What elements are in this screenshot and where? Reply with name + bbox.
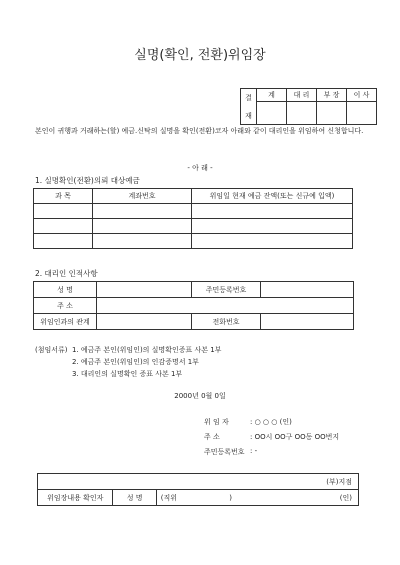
agent-relation-field[interactable] — [97, 314, 192, 330]
page-title: 실명(확인, 전환)위임장 — [134, 48, 266, 63]
deposit-header-account-type: 과 목 — [34, 189, 93, 204]
agent-name-label: 성 명 — [34, 282, 97, 298]
approval-table — [240, 88, 377, 125]
deposit-cell[interactable] — [93, 219, 192, 234]
section2-title: 2. 대리인 인적사항 — [35, 269, 98, 278]
agent-phone-field[interactable] — [261, 314, 354, 330]
section1-title: 1. 실명확인(전환)의뢰 대상예금 — [35, 176, 140, 185]
confirmer-seal: (인) — [271, 490, 358, 506]
approval-header-4: 이 사 — [347, 89, 377, 102]
deposit-cell[interactable] — [192, 234, 353, 249]
approval-header-1: 계 — [257, 89, 287, 102]
agent-phone-label: 전화번호 — [192, 314, 261, 330]
intro-text: 본인이 귀행과 거래하는(할) 예금.신탁의 실명을 확인(전환)코자 아래와 같이 대리인을 위임하여 신청합니다. — [35, 127, 364, 135]
deposit-cell[interactable] — [93, 204, 192, 219]
position-close: ) — [229, 493, 232, 502]
attachment-item-3: 3. 대리인의 실명확인 증표 사본 1부 — [72, 370, 183, 378]
approval-side-1: 결 — [245, 93, 252, 102]
approval-header-2: 대 리 — [287, 89, 317, 102]
approval-side-label — [241, 89, 257, 125]
approval-sign-1[interactable] — [257, 102, 287, 125]
confirmer-label: 위임장내용 확인자 — [38, 490, 113, 506]
deposit-table — [33, 188, 353, 249]
table-row — [34, 219, 353, 234]
delegator-address-label: 주 소 — [204, 433, 220, 441]
deposit-header-account-no: 계좌번호 — [93, 189, 192, 204]
deposit-cell[interactable] — [93, 234, 192, 249]
table-row — [34, 204, 353, 219]
attachment-item-2: 2. 예금주 본인(위임인)의 인감증명서 1부 — [72, 358, 199, 366]
deposit-cell[interactable] — [34, 234, 93, 249]
notice-heading: - 아 래 - — [187, 164, 213, 172]
agent-name-field[interactable] — [97, 282, 192, 298]
approval-side-2: 재 — [245, 111, 252, 120]
document-date: 2000년 0월 0일 — [174, 392, 226, 400]
position-open: (직위 — [160, 493, 177, 502]
agent-address-field[interactable] — [97, 298, 354, 314]
delegator-reg-value: : - — [250, 447, 258, 455]
confirmation-table — [37, 473, 359, 506]
deposit-cell[interactable] — [192, 204, 353, 219]
approval-sign-4[interactable] — [347, 102, 377, 125]
agent-address-label: 주 소 — [34, 298, 97, 314]
attachments-label: (첨임서류) — [35, 346, 68, 354]
agent-table — [33, 281, 354, 330]
agent-relation-label: 위임인과의 관계 — [34, 314, 97, 330]
branch-label: (부)지점 — [38, 474, 359, 490]
deposit-cell[interactable] — [34, 204, 93, 219]
delegator-name-value: : ○ ○ ○ (인) — [250, 418, 292, 426]
deposit-cell[interactable] — [192, 219, 353, 234]
delegator-reg-label: 주민등록번호 — [204, 448, 245, 456]
approval-sign-3[interactable] — [317, 102, 347, 125]
confirmer-position-field[interactable] — [156, 490, 271, 506]
agent-reg-label: 주민등록번호 — [192, 282, 261, 298]
delegator-address-value: : OO시 OO구 OO동 OO번지 — [250, 433, 340, 441]
confirmer-name-label: 성 명 — [113, 490, 156, 506]
deposit-header-balance: 위임일 현재 예금 잔액(또는 신규예 입액) — [192, 189, 353, 204]
table-row — [34, 234, 353, 249]
delegator-name-label: 위 임 자 — [204, 418, 229, 426]
deposit-cell[interactable] — [34, 219, 93, 234]
approval-header-3: 부 장 — [317, 89, 347, 102]
attachment-item-1: 1. 예금주 본인(위임인)의 실명확인증표 사본 1부 — [72, 346, 222, 354]
approval-sign-2[interactable] — [287, 102, 317, 125]
agent-reg-field[interactable] — [261, 282, 354, 298]
